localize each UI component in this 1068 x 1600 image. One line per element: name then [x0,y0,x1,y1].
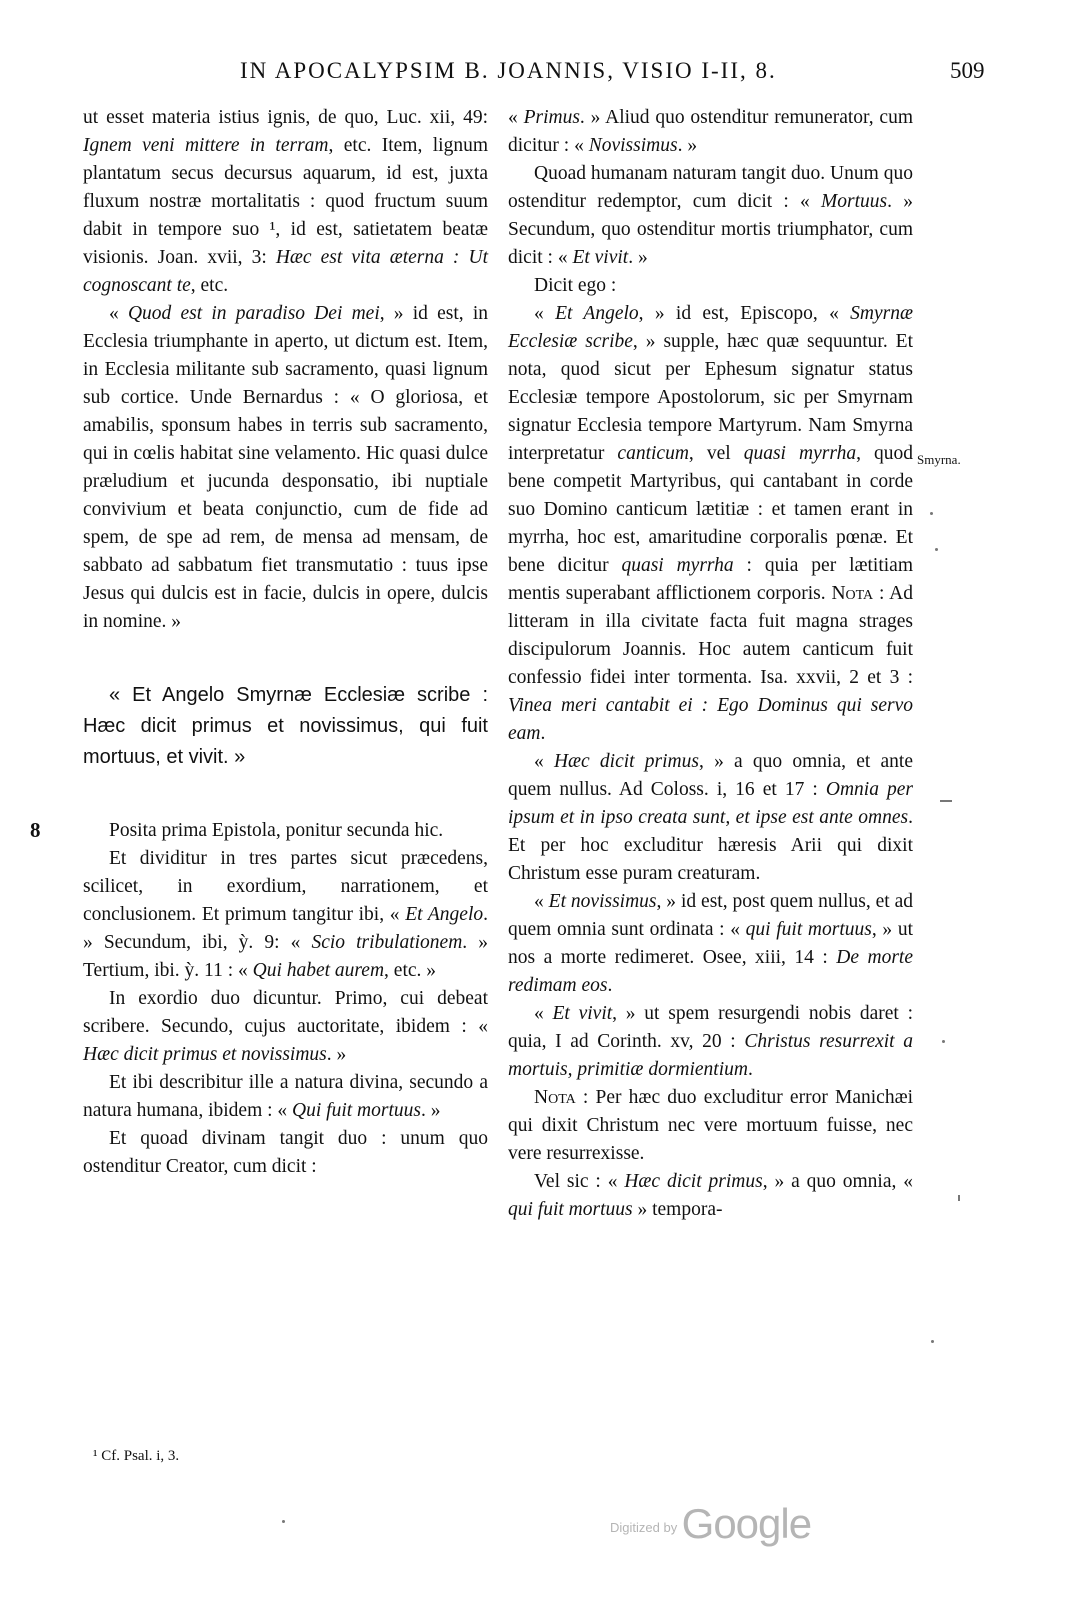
paragraph: Posita prima Epistola, ponitur secunda hic. [109,820,444,841]
running-header [80,58,985,92]
scan-speck [958,1195,960,1201]
paragraph: « Et novissimus, » id est, post quem nullus, et ad quem omnia sunt ordinata : « qui fuit mortuus, » ut nos a morte redimeret. Osee, xiii, 14 : De morte redimam eos. [508,891,914,996]
digitized-watermark [610,1500,811,1550]
margin-note-smyrna: Smyrna. [917,452,961,467]
paragraph: Dicit ego : [534,275,617,296]
paragraph: « Primus. » Aliud quo ostenditur remunerator, cum dicitur : « Novissimus. » [508,107,914,156]
right-column [508,104,913,1224]
running-title: IN APOCALYPSIM B. JOANNIS, VISIO I-II, 8. [240,58,777,83]
watermark-prefix: Digitized by [610,1520,678,1535]
scripture-lemma: « Et Angelo Smyrnæ Ecclesiæ scribe : Hæc dicit primus et novissimus, qui fuit mortuus, et vivit. » [83,684,488,768]
paragraph: « Hæc dicit primus, » a quo omnia, et ante quem nullus. Ad Coloss. i, 16 et 17 : Omnia per ipsum et in ipso creata sunt, et ipse est ante omnes. Et per hoc excluditur hæresis Arii qui dixit Christum esse puram creaturam. [508,751,914,884]
scan-speck [931,1340,934,1343]
page-number: 509 [950,58,985,83]
verse-number-margin: 8 [30,818,41,842]
footnote: ¹ Cf. Psal. i, 3. [93,1448,180,1464]
paragraph: « Quod est in paradiso Dei mei, » id est, in Ecclesia triumphante in aperto, ut dictum est. Item, in Ecclesia militante sub sacramento, quasi lignum sub cortice. Unde Bernardus : « O gloriosa, et amabilis, sponsum habes in terris sub sacramento, qui in cœlis habitat sine velamento. Hic quasi dulce præludium et jucunda desponsatio, ibi nuptiale convivium et beata conjunctio, cum de fide ad spem, de spe ad rem, de mensa ad mensam, de sabbato ad sabbatum fiet transmutatio : tuus ipse Jesus qui dulcis est in facie, dulcis in opere, dulcis in nomine. » [83,303,488,632]
left-column [83,104,488,1181]
scan-speck [935,548,938,551]
paragraph: Quoad humanam naturam tangit duo. Unum quo ostenditur redemptor, cum dicit : « Mortuus. » Secundum, quo ostenditur mortis triumphator, cum dicit : « Et vivit. » [508,163,914,268]
google-logo: Google [681,1500,812,1547]
paragraph: Et ibi describitur ille a natura divina, secundo a natura humana, ibidem : « Qui fuit mortuus. » [83,1072,488,1121]
paragraph: ut esset materia istius ignis, de quo, Luc. xii, 49: Ignem veni mittere in terram, etc. Item, lignum plantatum secus decursus aquarum, id est, juxta fluxum nostræ mortalitatis : quod fructum suum dabit in tempore suo ¹, id est, satietatem beatæ visionis. Joan. xvii, 3: Hæc est vita æterna : Ut cognoscant te, etc. [83,107,488,296]
scan-speck [282,1520,285,1523]
scan-speck [930,512,933,515]
paragraph: In exordio duo dicuntur. Primo, cui debeat scribere. Secundo, cujus auctoritate, ibidem : « Hæc dicit primus et novissimus. » [83,988,488,1065]
paragraph: Et quoad divinam tangit duo : unum quo ostenditur Creator, cum dicit : [83,1128,488,1177]
paragraph: « Et Angelo, » id est, Episcopo, « Smyrnæ Ecclesiæ scribe, » supple, hæc quæ sequuntur. Et nota, quod sicut per Ephesum signatur status Ecclesiæ tempore Apostolorum, sic per Smyrnam signatur Ecclesia tempore Martyrum. Nam Smyrna interpretatur canticum, vel quasi myrrha, quod bene competit Martyribus, qui cantabant in corde suo Domino canticum lætitiæ : et tamen erant in myrrha, hoc est, amaritudine corporalis pœnæ. Et bene dicitur quasi myrrha : quia per lætitiam mentis superabant afflictionem corporis. Nota : Ad litteram in illa civitate facta fuit magna strages discipulorum Joannis. Hoc autem canticum fuit confessio fidei inter tormenta. Isa. xxvii, 2 et 3 : Vinea meri cantabit ei : Ego Dominus qui servo eam. [508,303,914,744]
paragraph: Vel sic : « Hæc dicit primus, » a quo omnia, « qui fuit mortuus » tempora- [508,1171,913,1220]
paragraph: « Et vivit, » ut spem resurgendi nobis daret : quia, I ad Corinth. xv, 20 : Christus resurrexit a mortuis, primitiæ dormientium. [508,1003,913,1080]
paragraph: Et dividitur in tres partes sicut præcedens, scilicet, in exordium, narrationem, et conclusionem. Et primum tangitur ibi, « Et Angelo. » Secundum, ibi, ỳ. 9: « Scio tribulationem. » Tertium, ibi. ỳ. 11 : « Qui habet aurem, etc. » [83,848,489,981]
paragraph: Nota : Per hæc duo excluditur error Manichæi qui dixit Christum nec vere mortuum fuisse, nec vere resurrexisse. [508,1087,913,1164]
scan-speck [942,1040,945,1043]
scan-speck [940,800,952,802]
